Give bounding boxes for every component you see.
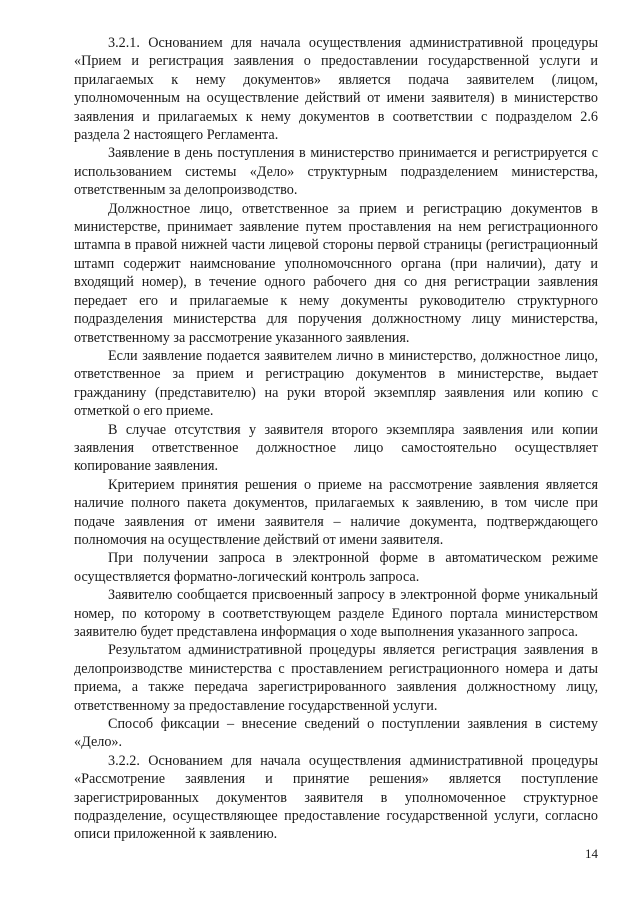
paragraph-missing-copy: В случае отсутствия у заявителя второго экземпляра заявления или копии заявления ответственное должностное лицо самостоятельно осуществляет копирование заявления. [74, 421, 598, 475]
paragraph-in-person-submission: Если заявление подается заявителем лично в министерство, должностное лицо, ответственное за прием и регистрацию документов в министерстве, выдает гражданину (представителю) на руки второй экземпляр заявления или копию с отметкой о его приеме. [74, 347, 598, 420]
document-body [74, 34, 598, 844]
paragraph-3-2-1: 3.2.1. Основанием для начала осуществления административной процедуры «Прием и регистрация заявления о предоставлении государственной услуги и прилагаемых к нему документов» является подача заявителем (лицом, уполномоченным на осуществление действий от имени заявителя) в министерство заявления и прилагаемых к нему документов в соответствии с подразделом 2.6 раздела 2 настоящего Регламента. [74, 35, 598, 144]
paragraph-acceptance-criterion: Критерием принятия решения о приеме на рассмотрение заявления является наличие полного пакета документов, прилагаемых к заявлению, в том числе при подаче заявления от имени заявителя – наличие документа, подтверждающего полномочия на осуществление действий от имени заявителя. [74, 476, 598, 548]
paragraph-fixation-method: Способ фиксации – внесение сведений о поступлении заявления в систему «Дело». [74, 716, 598, 751]
paragraph-unique-number: Заявителю сообщается присвоенный запросу в электронной форме уникальный номер, по которому в соответствующем разделе Единого портала министерством заявителю будет представлена информация о ходе выполнения указанного запроса. [74, 587, 598, 640]
paragraph-registration-delo: Заявление в день поступления в министерство принимается и регистрируется с использованием системы «Дело» структурным подразделением министерства, ответственным за делопроизводство. [74, 145, 598, 199]
paragraph-responsible-official: Должностное лицо, ответственное за прием и регистрацию документов в министерстве, принимает заявление путем проставления на нем регистрационного штампа в правой нижней части лицевой стороны первой страницы (регистрационный штамп содержит наимснование уполномочснного органа (при наличии), дату и входящий номер), в течение одного рабочего дня со дня регистрации заявления передает его и прилагаемые к нему документы руководителю структурного подразделения министерства для поручения должностному лицу министерства, ответственному за рассмотрение указанного заявления. [74, 200, 598, 346]
page-number: 14 [585, 846, 598, 861]
paragraph-procedure-result: Результатом административной процедуры является регистрация заявления в делопроизводстве министерства с проставлением регистрационного номера и даты приема, а также передача зарегистрированного заявления должностному лицу, ответственному за предоставление государственной услуги. [74, 642, 598, 714]
paragraph-electronic-request: При получении запроса в электронной форме в автоматическом режиме осуществляется форматно-логический контроль запроса. [74, 550, 598, 585]
paragraph-3-2-2: 3.2.2. Основанием для начала осуществления административной процедуры «Рассмотрение заявления и принятие решения» является поступление зарегистрированных документов заявителя в уполномоченное структурное подразделение, осуществляющее предоставление государственной услуги, согласно описи приложенной к заявлению. [74, 752, 598, 843]
